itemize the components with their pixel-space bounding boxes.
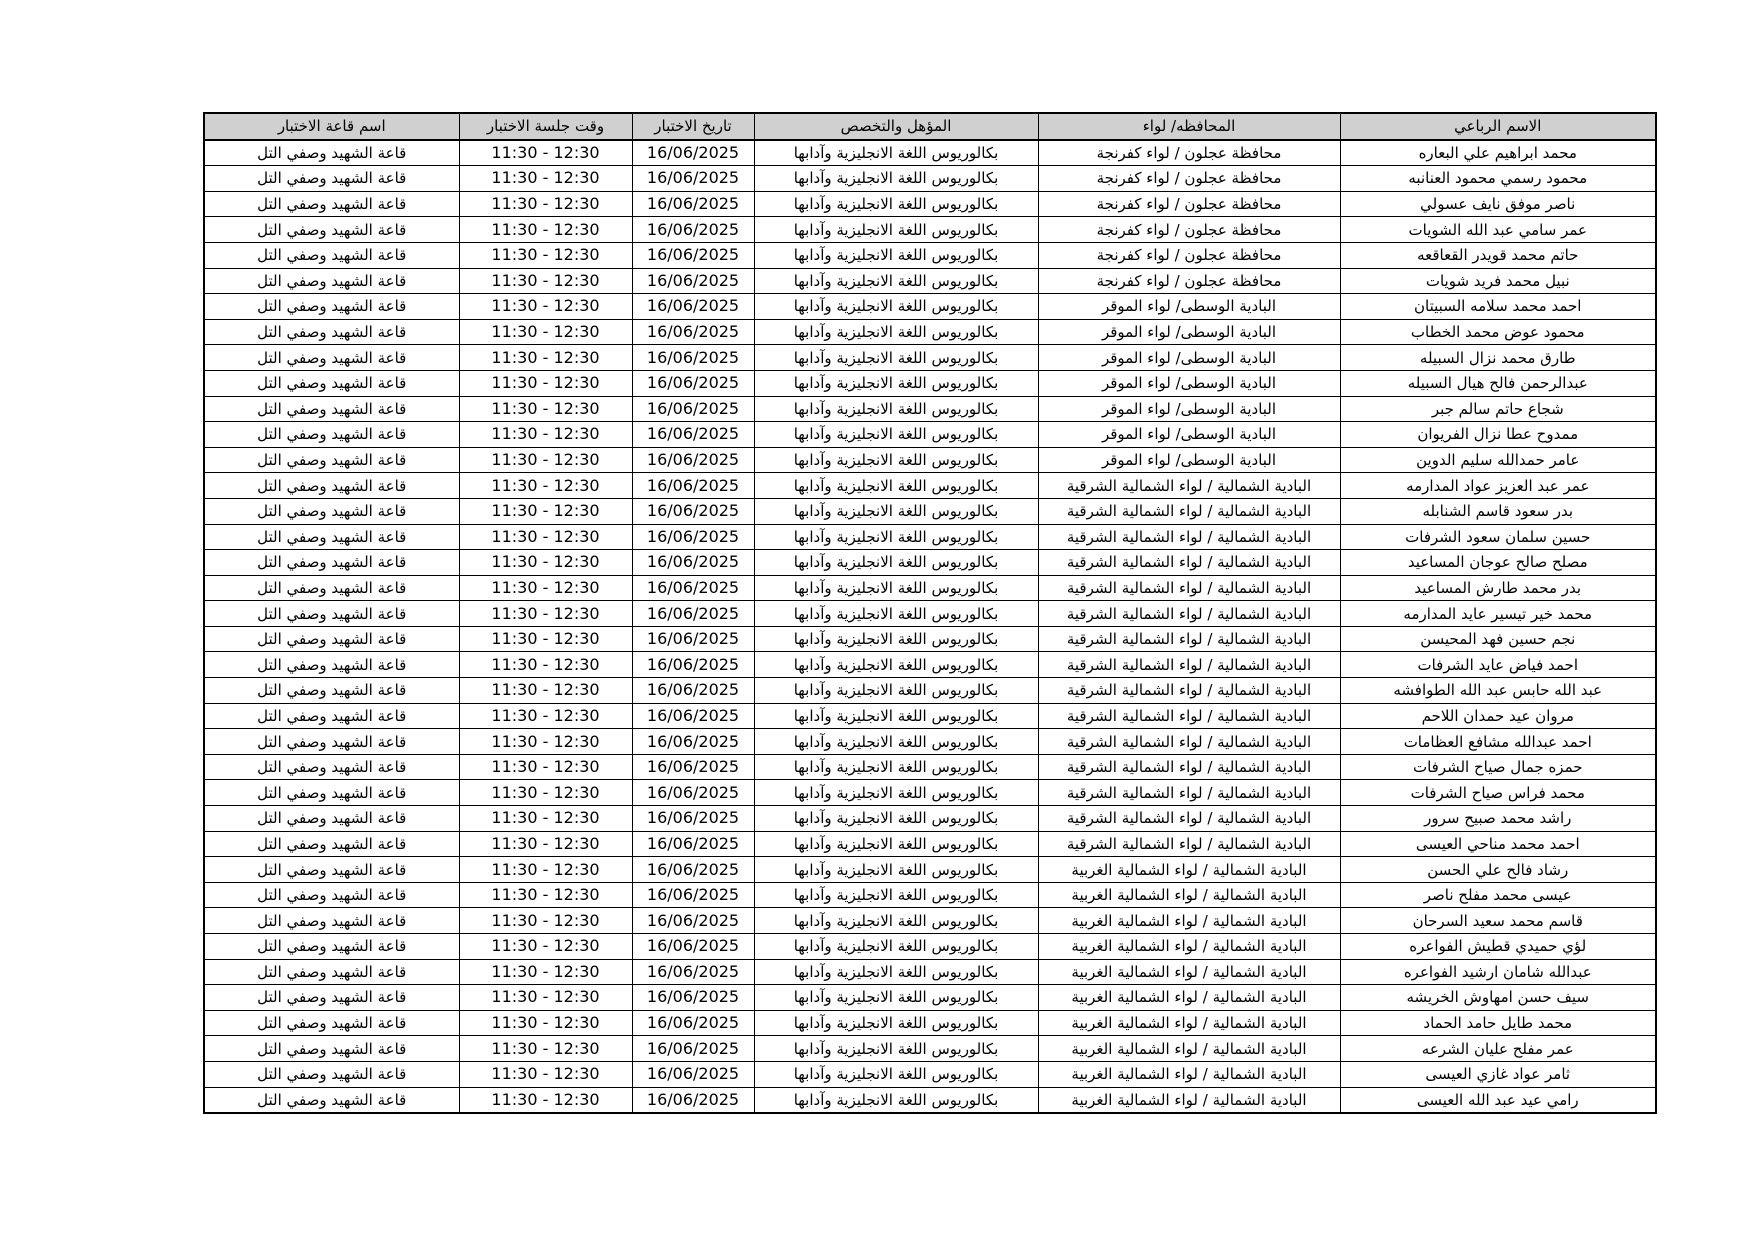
cell-hall: قاعة الشهيد وصفي التل [204, 345, 459, 371]
cell-hall: قاعة الشهيد وصفي التل [204, 166, 459, 192]
cell-hall: قاعة الشهيد وصفي التل [204, 319, 459, 345]
cell-governorate: البادية الشمالية / لواء الشمالية الغربية [1038, 908, 1340, 934]
table-row [204, 319, 1656, 345]
cell-time: 11:30 - 12:30 [459, 1061, 632, 1087]
cell-name: احمد محمد مناحي العيسى [1340, 831, 1656, 857]
cell-hall: قاعة الشهيد وصفي التل [204, 908, 459, 934]
cell-date: 16/06/2025 [632, 370, 754, 396]
table-row [204, 729, 1656, 755]
cell-hall: قاعة الشهيد وصفي التل [204, 985, 459, 1011]
cell-governorate: محافظة عجلون / لواء كفرنجة [1038, 191, 1340, 217]
cell-time: 11:30 - 12:30 [459, 242, 632, 268]
table-row [204, 1061, 1656, 1087]
cell-time: 11:30 - 12:30 [459, 882, 632, 908]
cell-time: 11:30 - 12:30 [459, 985, 632, 1011]
cell-governorate: البادية الشمالية / لواء الشمالية الشرقية [1038, 601, 1340, 627]
table-row [204, 1036, 1656, 1062]
cell-governorate: البادية الوسطى/ لواء الموقر [1038, 345, 1340, 371]
cell-time: 11:30 - 12:30 [459, 959, 632, 985]
table-row [204, 754, 1656, 780]
cell-time: 11:30 - 12:30 [459, 575, 632, 601]
cell-date: 16/06/2025 [632, 524, 754, 550]
cell-date: 16/06/2025 [632, 754, 754, 780]
table-row [204, 703, 1656, 729]
cell-hall: قاعة الشهيد وصفي التل [204, 703, 459, 729]
cell-time: 11:30 - 12:30 [459, 806, 632, 832]
cell-governorate: البادية الشمالية / لواء الشمالية الشرقية [1038, 550, 1340, 576]
cell-name: عمر مفلح عليان الشرعه [1340, 1036, 1656, 1062]
cell-name: عمر عبد العزيز عواد المدارمه [1340, 473, 1656, 499]
cell-qualification: بكالوريوس اللغة الانجليزية وآدابها [754, 934, 1038, 960]
cell-time: 11:30 - 12:30 [459, 703, 632, 729]
cell-name: ناصر موفق نايف عسولي [1340, 191, 1656, 217]
cell-name: طارق محمد نزال السبيله [1340, 345, 1656, 371]
cell-governorate: البادية الشمالية / لواء الشمالية الشرقية [1038, 498, 1340, 524]
cell-qualification: بكالوريوس اللغة الانجليزية وآدابها [754, 1036, 1038, 1062]
cell-qualification: بكالوريوس اللغة الانجليزية وآدابها [754, 806, 1038, 832]
cell-date: 16/06/2025 [632, 780, 754, 806]
cell-time: 11:30 - 12:30 [459, 447, 632, 473]
table-row [204, 934, 1656, 960]
cell-governorate: محافظة عجلون / لواء كفرنجة [1038, 268, 1340, 294]
cell-name: عبدالله شامان ارشيد الفواعره [1340, 959, 1656, 985]
table-row [204, 806, 1656, 832]
table-row [204, 140, 1656, 166]
cell-hall: قاعة الشهيد وصفي التل [204, 191, 459, 217]
cell-name: احمد محمد سلامه السبيتان [1340, 294, 1656, 320]
cell-date: 16/06/2025 [632, 268, 754, 294]
table-row [204, 370, 1656, 396]
cell-date: 16/06/2025 [632, 678, 754, 704]
cell-qualification: بكالوريوس اللغة الانجليزية وآدابها [754, 626, 1038, 652]
cell-governorate: البادية الوسطى/ لواء الموقر [1038, 422, 1340, 448]
cell-date: 16/06/2025 [632, 447, 754, 473]
cell-governorate: البادية الشمالية / لواء الشمالية الغربية [1038, 985, 1340, 1011]
cell-name: بدر سعود قاسم الشنابله [1340, 498, 1656, 524]
table-row [204, 678, 1656, 704]
cell-hall: قاعة الشهيد وصفي التل [204, 780, 459, 806]
cell-name: شجاع حاتم سالم جبر [1340, 396, 1656, 422]
cell-hall: قاعة الشهيد وصفي التل [204, 626, 459, 652]
cell-date: 16/06/2025 [632, 1010, 754, 1036]
cell-hall: قاعة الشهيد وصفي التل [204, 294, 459, 320]
cell-date: 16/06/2025 [632, 806, 754, 832]
cell-name: عامر حمدالله سليم الدوين [1340, 447, 1656, 473]
cell-governorate: البادية الشمالية / لواء الشمالية الغربية [1038, 857, 1340, 883]
table-body [204, 140, 1656, 1114]
cell-name: احمد عبدالله مشافع العظامات [1340, 729, 1656, 755]
cell-time: 11:30 - 12:30 [459, 294, 632, 320]
column-header-qualification: المؤهل والتخصص [754, 113, 1038, 140]
cell-governorate: البادية الوسطى/ لواء الموقر [1038, 370, 1340, 396]
cell-hall: قاعة الشهيد وصفي التل [204, 242, 459, 268]
cell-name: عيسى محمد مفلح ناصر [1340, 882, 1656, 908]
cell-qualification: بكالوريوس اللغة الانجليزية وآدابها [754, 370, 1038, 396]
table-row [204, 191, 1656, 217]
cell-qualification: بكالوريوس اللغة الانجليزية وآدابها [754, 703, 1038, 729]
cell-name: محمد فراس صياح الشرفات [1340, 780, 1656, 806]
cell-qualification: بكالوريوس اللغة الانجليزية وآدابها [754, 857, 1038, 883]
cell-qualification: بكالوريوس اللغة الانجليزية وآدابها [754, 524, 1038, 550]
cell-hall: قاعة الشهيد وصفي التل [204, 1010, 459, 1036]
cell-date: 16/06/2025 [632, 550, 754, 576]
cell-qualification: بكالوريوس اللغة الانجليزية وآدابها [754, 908, 1038, 934]
cell-qualification: بكالوريوس اللغة الانجليزية وآدابها [754, 217, 1038, 243]
table-row [204, 345, 1656, 371]
cell-governorate: البادية الشمالية / لواء الشمالية الشرقية [1038, 831, 1340, 857]
cell-governorate: محافظة عجلون / لواء كفرنجة [1038, 242, 1340, 268]
cell-date: 16/06/2025 [632, 473, 754, 499]
table-row [204, 882, 1656, 908]
cell-governorate: البادية الشمالية / لواء الشمالية الشرقية [1038, 652, 1340, 678]
cell-hall: قاعة الشهيد وصفي التل [204, 422, 459, 448]
cell-qualification: بكالوريوس اللغة الانجليزية وآدابها [754, 601, 1038, 627]
cell-governorate: محافظة عجلون / لواء كفرنجة [1038, 217, 1340, 243]
cell-hall: قاعة الشهيد وصفي التل [204, 524, 459, 550]
cell-governorate: البادية الشمالية / لواء الشمالية الشرقية [1038, 575, 1340, 601]
cell-date: 16/06/2025 [632, 319, 754, 345]
table-row [204, 780, 1656, 806]
table-row [204, 242, 1656, 268]
cell-hall: قاعة الشهيد وصفي التل [204, 1036, 459, 1062]
cell-hall: قاعة الشهيد وصفي التل [204, 575, 459, 601]
cell-date: 16/06/2025 [632, 1087, 754, 1113]
cell-time: 11:30 - 12:30 [459, 319, 632, 345]
cell-governorate: البادية الوسطى/ لواء الموقر [1038, 447, 1340, 473]
cell-name: محمد ابراهيم علي البعاره [1340, 140, 1656, 166]
table-row [204, 473, 1656, 499]
cell-time: 11:30 - 12:30 [459, 908, 632, 934]
cell-governorate: محافظة عجلون / لواء كفرنجة [1038, 166, 1340, 192]
cell-qualification: بكالوريوس اللغة الانجليزية وآدابها [754, 575, 1038, 601]
cell-qualification: بكالوريوس اللغة الانجليزية وآدابها [754, 780, 1038, 806]
table-row [204, 908, 1656, 934]
cell-governorate: البادية الشمالية / لواء الشمالية الشرقية [1038, 626, 1340, 652]
cell-hall: قاعة الشهيد وصفي التل [204, 882, 459, 908]
cell-name: سيف حسن امهاوش الخريشه [1340, 985, 1656, 1011]
cell-hall: قاعة الشهيد وصفي التل [204, 652, 459, 678]
cell-name: احمد فياض عايد الشرفات [1340, 652, 1656, 678]
table-row [204, 601, 1656, 627]
cell-hall: قاعة الشهيد وصفي التل [204, 934, 459, 960]
cell-date: 16/06/2025 [632, 1061, 754, 1087]
cell-time: 11:30 - 12:30 [459, 370, 632, 396]
cell-qualification: بكالوريوس اللغة الانجليزية وآدابها [754, 985, 1038, 1011]
cell-time: 11:30 - 12:30 [459, 626, 632, 652]
cell-hall: قاعة الشهيد وصفي التل [204, 1087, 459, 1113]
cell-date: 16/06/2025 [632, 703, 754, 729]
cell-name: محمود عوض محمد الخطاب [1340, 319, 1656, 345]
cell-name: ثامر عواد غازي العيسى [1340, 1061, 1656, 1087]
cell-date: 16/06/2025 [632, 242, 754, 268]
cell-name: مصلح صالح عوجان المساعيد [1340, 550, 1656, 576]
cell-name: محمد طايل حامد الحماد [1340, 1010, 1656, 1036]
cell-time: 11:30 - 12:30 [459, 550, 632, 576]
cell-name: ممدوح عطا نزال الفريوان [1340, 422, 1656, 448]
cell-date: 16/06/2025 [632, 294, 754, 320]
cell-name: محمد خير تيسير عايد المدارمه [1340, 601, 1656, 627]
cell-date: 16/06/2025 [632, 345, 754, 371]
cell-qualification: بكالوريوس اللغة الانجليزية وآدابها [754, 242, 1038, 268]
cell-hall: قاعة الشهيد وصفي التل [204, 857, 459, 883]
cell-time: 11:30 - 12:30 [459, 1036, 632, 1062]
cell-qualification: بكالوريوس اللغة الانجليزية وآدابها [754, 268, 1038, 294]
table-row [204, 959, 1656, 985]
cell-time: 11:30 - 12:30 [459, 345, 632, 371]
cell-name: حسين سلمان سعود الشرفات [1340, 524, 1656, 550]
cell-qualification: بكالوريوس اللغة الانجليزية وآدابها [754, 345, 1038, 371]
table-row [204, 575, 1656, 601]
cell-time: 11:30 - 12:30 [459, 217, 632, 243]
cell-hall: قاعة الشهيد وصفي التل [204, 473, 459, 499]
cell-time: 11:30 - 12:30 [459, 780, 632, 806]
cell-qualification: بكالوريوس اللغة الانجليزية وآدابها [754, 422, 1038, 448]
cell-date: 16/06/2025 [632, 601, 754, 627]
cell-governorate: البادية الشمالية / لواء الشمالية الشرقية [1038, 806, 1340, 832]
cell-date: 16/06/2025 [632, 959, 754, 985]
cell-date: 16/06/2025 [632, 934, 754, 960]
column-header-date: تاريخ الاختبار [632, 113, 754, 140]
cell-date: 16/06/2025 [632, 575, 754, 601]
cell-governorate: البادية الشمالية / لواء الشمالية الغربية [1038, 1010, 1340, 1036]
cell-hall: قاعة الشهيد وصفي التل [204, 1061, 459, 1087]
cell-time: 11:30 - 12:30 [459, 934, 632, 960]
cell-time: 11:30 - 12:30 [459, 1087, 632, 1113]
cell-name: مروان عيد حمدان اللاحم [1340, 703, 1656, 729]
cell-name: قاسم محمد سعيد السرحان [1340, 908, 1656, 934]
cell-qualification: بكالوريوس اللغة الانجليزية وآدابها [754, 498, 1038, 524]
cell-governorate: البادية الشمالية / لواء الشمالية الغربية [1038, 1087, 1340, 1113]
column-header-name: الاسم الرباعي [1340, 113, 1656, 140]
cell-hall: قاعة الشهيد وصفي التل [204, 396, 459, 422]
cell-time: 11:30 - 12:30 [459, 1010, 632, 1036]
cell-time: 11:30 - 12:30 [459, 754, 632, 780]
cell-time: 11:30 - 12:30 [459, 140, 632, 166]
table-row [204, 217, 1656, 243]
cell-time: 11:30 - 12:30 [459, 652, 632, 678]
cell-qualification: بكالوريوس اللغة الانجليزية وآدابها [754, 396, 1038, 422]
exam-schedule-table [203, 112, 1657, 1114]
cell-hall: قاعة الشهيد وصفي التل [204, 601, 459, 627]
cell-hall: قاعة الشهيد وصفي التل [204, 217, 459, 243]
cell-name: بدر محمد طارش المساعيد [1340, 575, 1656, 601]
cell-date: 16/06/2025 [632, 217, 754, 243]
cell-date: 16/06/2025 [632, 652, 754, 678]
cell-governorate: البادية الوسطى/ لواء الموقر [1038, 294, 1340, 320]
table-row [204, 831, 1656, 857]
table-row [204, 498, 1656, 524]
cell-date: 16/06/2025 [632, 908, 754, 934]
cell-governorate: البادية الشمالية / لواء الشمالية الشرقية [1038, 754, 1340, 780]
cell-name: عبد الله حابس عبد الله الطوافشه [1340, 678, 1656, 704]
cell-date: 16/06/2025 [632, 985, 754, 1011]
table-row [204, 396, 1656, 422]
cell-name: عبدالرحمن فالح هيال السبيله [1340, 370, 1656, 396]
cell-governorate: البادية الشمالية / لواء الشمالية الغربية [1038, 959, 1340, 985]
cell-qualification: بكالوريوس اللغة الانجليزية وآدابها [754, 1010, 1038, 1036]
header-row [204, 113, 1656, 140]
cell-governorate: البادية الشمالية / لواء الشمالية الشرقية [1038, 678, 1340, 704]
cell-qualification: بكالوريوس اللغة الانجليزية وآدابها [754, 754, 1038, 780]
cell-governorate: محافظة عجلون / لواء كفرنجة [1038, 140, 1340, 166]
cell-time: 11:30 - 12:30 [459, 524, 632, 550]
cell-hall: قاعة الشهيد وصفي التل [204, 498, 459, 524]
cell-time: 11:30 - 12:30 [459, 857, 632, 883]
cell-governorate: البادية الوسطى/ لواء الموقر [1038, 396, 1340, 422]
cell-qualification: بكالوريوس اللغة الانجليزية وآدابها [754, 882, 1038, 908]
cell-time: 11:30 - 12:30 [459, 678, 632, 704]
cell-time: 11:30 - 12:30 [459, 191, 632, 217]
column-header-governorate: المحافظه/ لواء [1038, 113, 1340, 140]
cell-time: 11:30 - 12:30 [459, 396, 632, 422]
cell-qualification: بكالوريوس اللغة الانجليزية وآدابها [754, 1087, 1038, 1113]
table-row [204, 422, 1656, 448]
cell-governorate: البادية الشمالية / لواء الشمالية الشرقية [1038, 524, 1340, 550]
table-row [204, 294, 1656, 320]
cell-name: حمزه جمال صياح الشرفات [1340, 754, 1656, 780]
cell-time: 11:30 - 12:30 [459, 166, 632, 192]
cell-governorate: البادية الشمالية / لواء الشمالية الغربية [1038, 934, 1340, 960]
table-row [204, 166, 1656, 192]
cell-hall: قاعة الشهيد وصفي التل [204, 370, 459, 396]
cell-qualification: بكالوريوس اللغة الانجليزية وآدابها [754, 473, 1038, 499]
cell-time: 11:30 - 12:30 [459, 729, 632, 755]
cell-governorate: البادية الشمالية / لواء الشمالية الغربية [1038, 1061, 1340, 1087]
column-header-hall: اسم قاعة الاختبار [204, 113, 459, 140]
cell-qualification: بكالوريوس اللغة الانجليزية وآدابها [754, 319, 1038, 345]
cell-qualification: بكالوريوس اللغة الانجليزية وآدابها [754, 140, 1038, 166]
cell-hall: قاعة الشهيد وصفي التل [204, 729, 459, 755]
cell-name: راشد محمد صبيح سرور [1340, 806, 1656, 832]
table-row [204, 857, 1656, 883]
cell-qualification: بكالوريوس اللغة الانجليزية وآدابها [754, 294, 1038, 320]
table-row [204, 1087, 1656, 1113]
cell-qualification: بكالوريوس اللغة الانجليزية وآدابها [754, 191, 1038, 217]
cell-name: رشاد فالح علي الحسن [1340, 857, 1656, 883]
cell-time: 11:30 - 12:30 [459, 498, 632, 524]
cell-time: 11:30 - 12:30 [459, 473, 632, 499]
cell-date: 16/06/2025 [632, 831, 754, 857]
cell-date: 16/06/2025 [632, 191, 754, 217]
cell-governorate: البادية الشمالية / لواء الشمالية الشرقية [1038, 780, 1340, 806]
table-row [204, 447, 1656, 473]
cell-date: 16/06/2025 [632, 396, 754, 422]
cell-name: رامي عيد عبد الله العيسى [1340, 1087, 1656, 1113]
cell-qualification: بكالوريوس اللغة الانجليزية وآدابها [754, 831, 1038, 857]
cell-qualification: بكالوريوس اللغة الانجليزية وآدابها [754, 447, 1038, 473]
cell-name: حاتم محمد قويدر القعاقعه [1340, 242, 1656, 268]
cell-qualification: بكالوريوس اللغة الانجليزية وآدابها [754, 678, 1038, 704]
table-row [204, 626, 1656, 652]
cell-time: 11:30 - 12:30 [459, 831, 632, 857]
cell-date: 16/06/2025 [632, 422, 754, 448]
cell-hall: قاعة الشهيد وصفي التل [204, 268, 459, 294]
cell-date: 16/06/2025 [632, 857, 754, 883]
cell-governorate: البادية الشمالية / لواء الشمالية الشرقية [1038, 473, 1340, 499]
table-row [204, 985, 1656, 1011]
cell-hall: قاعة الشهيد وصفي التل [204, 447, 459, 473]
cell-qualification: بكالوريوس اللغة الانجليزية وآدابها [754, 550, 1038, 576]
column-header-time: وقت جلسة الاختبار [459, 113, 632, 140]
cell-date: 16/06/2025 [632, 1036, 754, 1062]
cell-time: 11:30 - 12:30 [459, 268, 632, 294]
table-row [204, 652, 1656, 678]
cell-name: نجم حسين فهد المحيسن [1340, 626, 1656, 652]
cell-name: محمود رسمي محمود العنانبه [1340, 166, 1656, 192]
table-row [204, 1010, 1656, 1036]
cell-date: 16/06/2025 [632, 166, 754, 192]
cell-hall: قاعة الشهيد وصفي التل [204, 550, 459, 576]
cell-qualification: بكالوريوس اللغة الانجليزية وآدابها [754, 959, 1038, 985]
cell-date: 16/06/2025 [632, 498, 754, 524]
cell-hall: قاعة الشهيد وصفي التل [204, 140, 459, 166]
table-row [204, 524, 1656, 550]
cell-hall: قاعة الشهيد وصفي التل [204, 678, 459, 704]
cell-qualification: بكالوريوس اللغة الانجليزية وآدابها [754, 729, 1038, 755]
cell-name: عمر سامي عبد الله الشويات [1340, 217, 1656, 243]
cell-governorate: البادية الشمالية / لواء الشمالية الشرقية [1038, 703, 1340, 729]
cell-hall: قاعة الشهيد وصفي التل [204, 754, 459, 780]
cell-name: نبيل محمد فريد شويات [1340, 268, 1656, 294]
cell-hall: قاعة الشهيد وصفي التل [204, 806, 459, 832]
cell-hall: قاعة الشهيد وصفي التل [204, 959, 459, 985]
cell-qualification: بكالوريوس اللغة الانجليزية وآدابها [754, 166, 1038, 192]
cell-governorate: البادية الشمالية / لواء الشمالية الشرقية [1038, 729, 1340, 755]
cell-time: 11:30 - 12:30 [459, 601, 632, 627]
cell-hall: قاعة الشهيد وصفي التل [204, 831, 459, 857]
cell-name: لؤي حميدي قطيش الفواعره [1340, 934, 1656, 960]
cell-qualification: بكالوريوس اللغة الانجليزية وآدابها [754, 652, 1038, 678]
table-row [204, 550, 1656, 576]
cell-governorate: البادية الوسطى/ لواء الموقر [1038, 319, 1340, 345]
cell-governorate: البادية الشمالية / لواء الشمالية الغربية [1038, 1036, 1340, 1062]
cell-qualification: بكالوريوس اللغة الانجليزية وآدابها [754, 1061, 1038, 1087]
table-header [204, 113, 1656, 140]
cell-governorate: البادية الشمالية / لواء الشمالية الغربية [1038, 882, 1340, 908]
cell-date: 16/06/2025 [632, 882, 754, 908]
cell-date: 16/06/2025 [632, 140, 754, 166]
table-row [204, 268, 1656, 294]
cell-time: 11:30 - 12:30 [459, 422, 632, 448]
cell-date: 16/06/2025 [632, 729, 754, 755]
cell-date: 16/06/2025 [632, 626, 754, 652]
